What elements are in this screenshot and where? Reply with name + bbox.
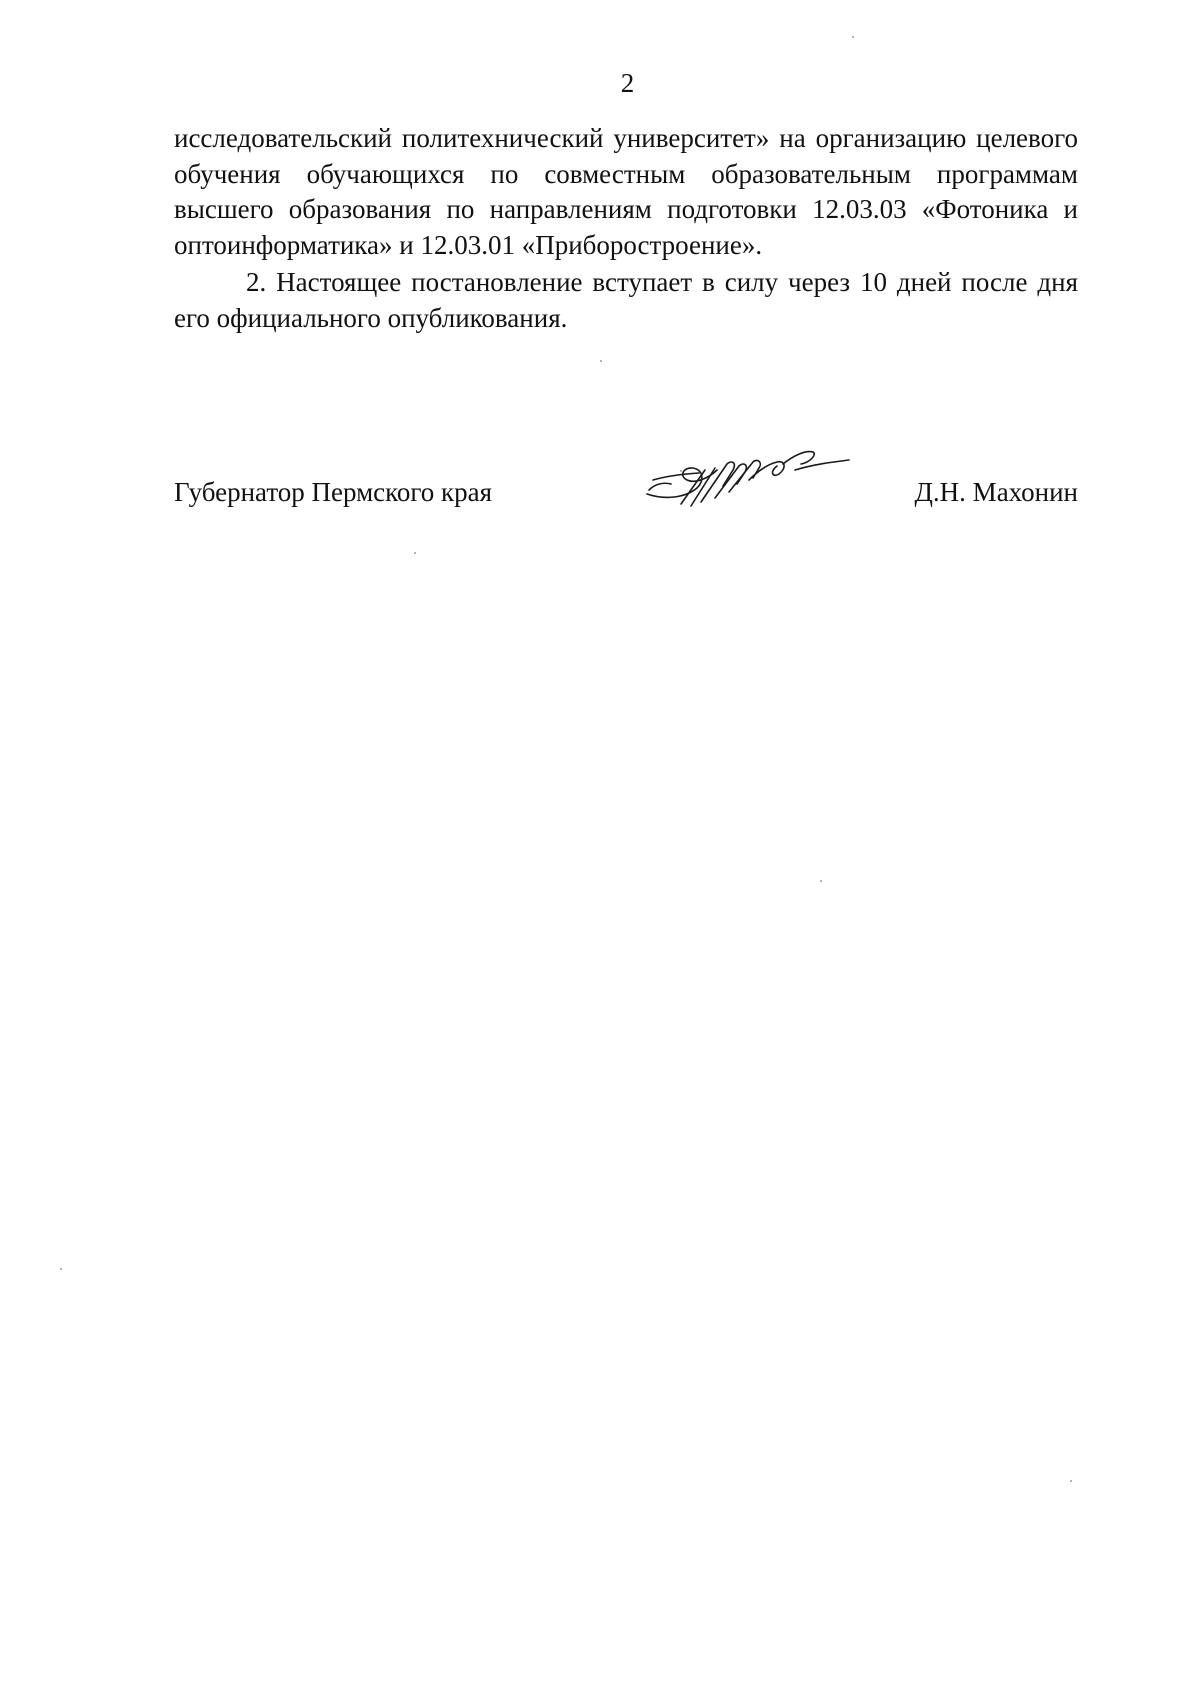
scan-speck [600, 360, 602, 362]
page-number: 2 [620, 68, 635, 98]
signature-block [174, 475, 1078, 515]
scan-speck [414, 552, 416, 554]
scan-speck [852, 36, 854, 38]
scan-speck [680, 470, 682, 472]
paragraph-continuation: исследовательский политехнический университет» на организацию целевого обучения обучающихся по совместным образовательным программам высшего образования по направлениям подготовки 12.03.03 «Фотоника и оптоинформатика» и 12.03.01 «Приборостроение». [174, 123, 1078, 260]
document-body [174, 121, 1078, 336]
handwritten-signature [645, 440, 850, 512]
paragraph-effective-date: 2. Настоящее постановление вступает в силу через 10 дней после дня его официального опубликования. [174, 267, 1078, 333]
signatory-name: Д.Н. Махонин [914, 477, 1078, 507]
scan-speck [820, 880, 822, 882]
scan-speck [1070, 1480, 1072, 1482]
scan-speck [60, 1268, 62, 1270]
signatory-title: Губернатор Пермского края [174, 477, 493, 507]
